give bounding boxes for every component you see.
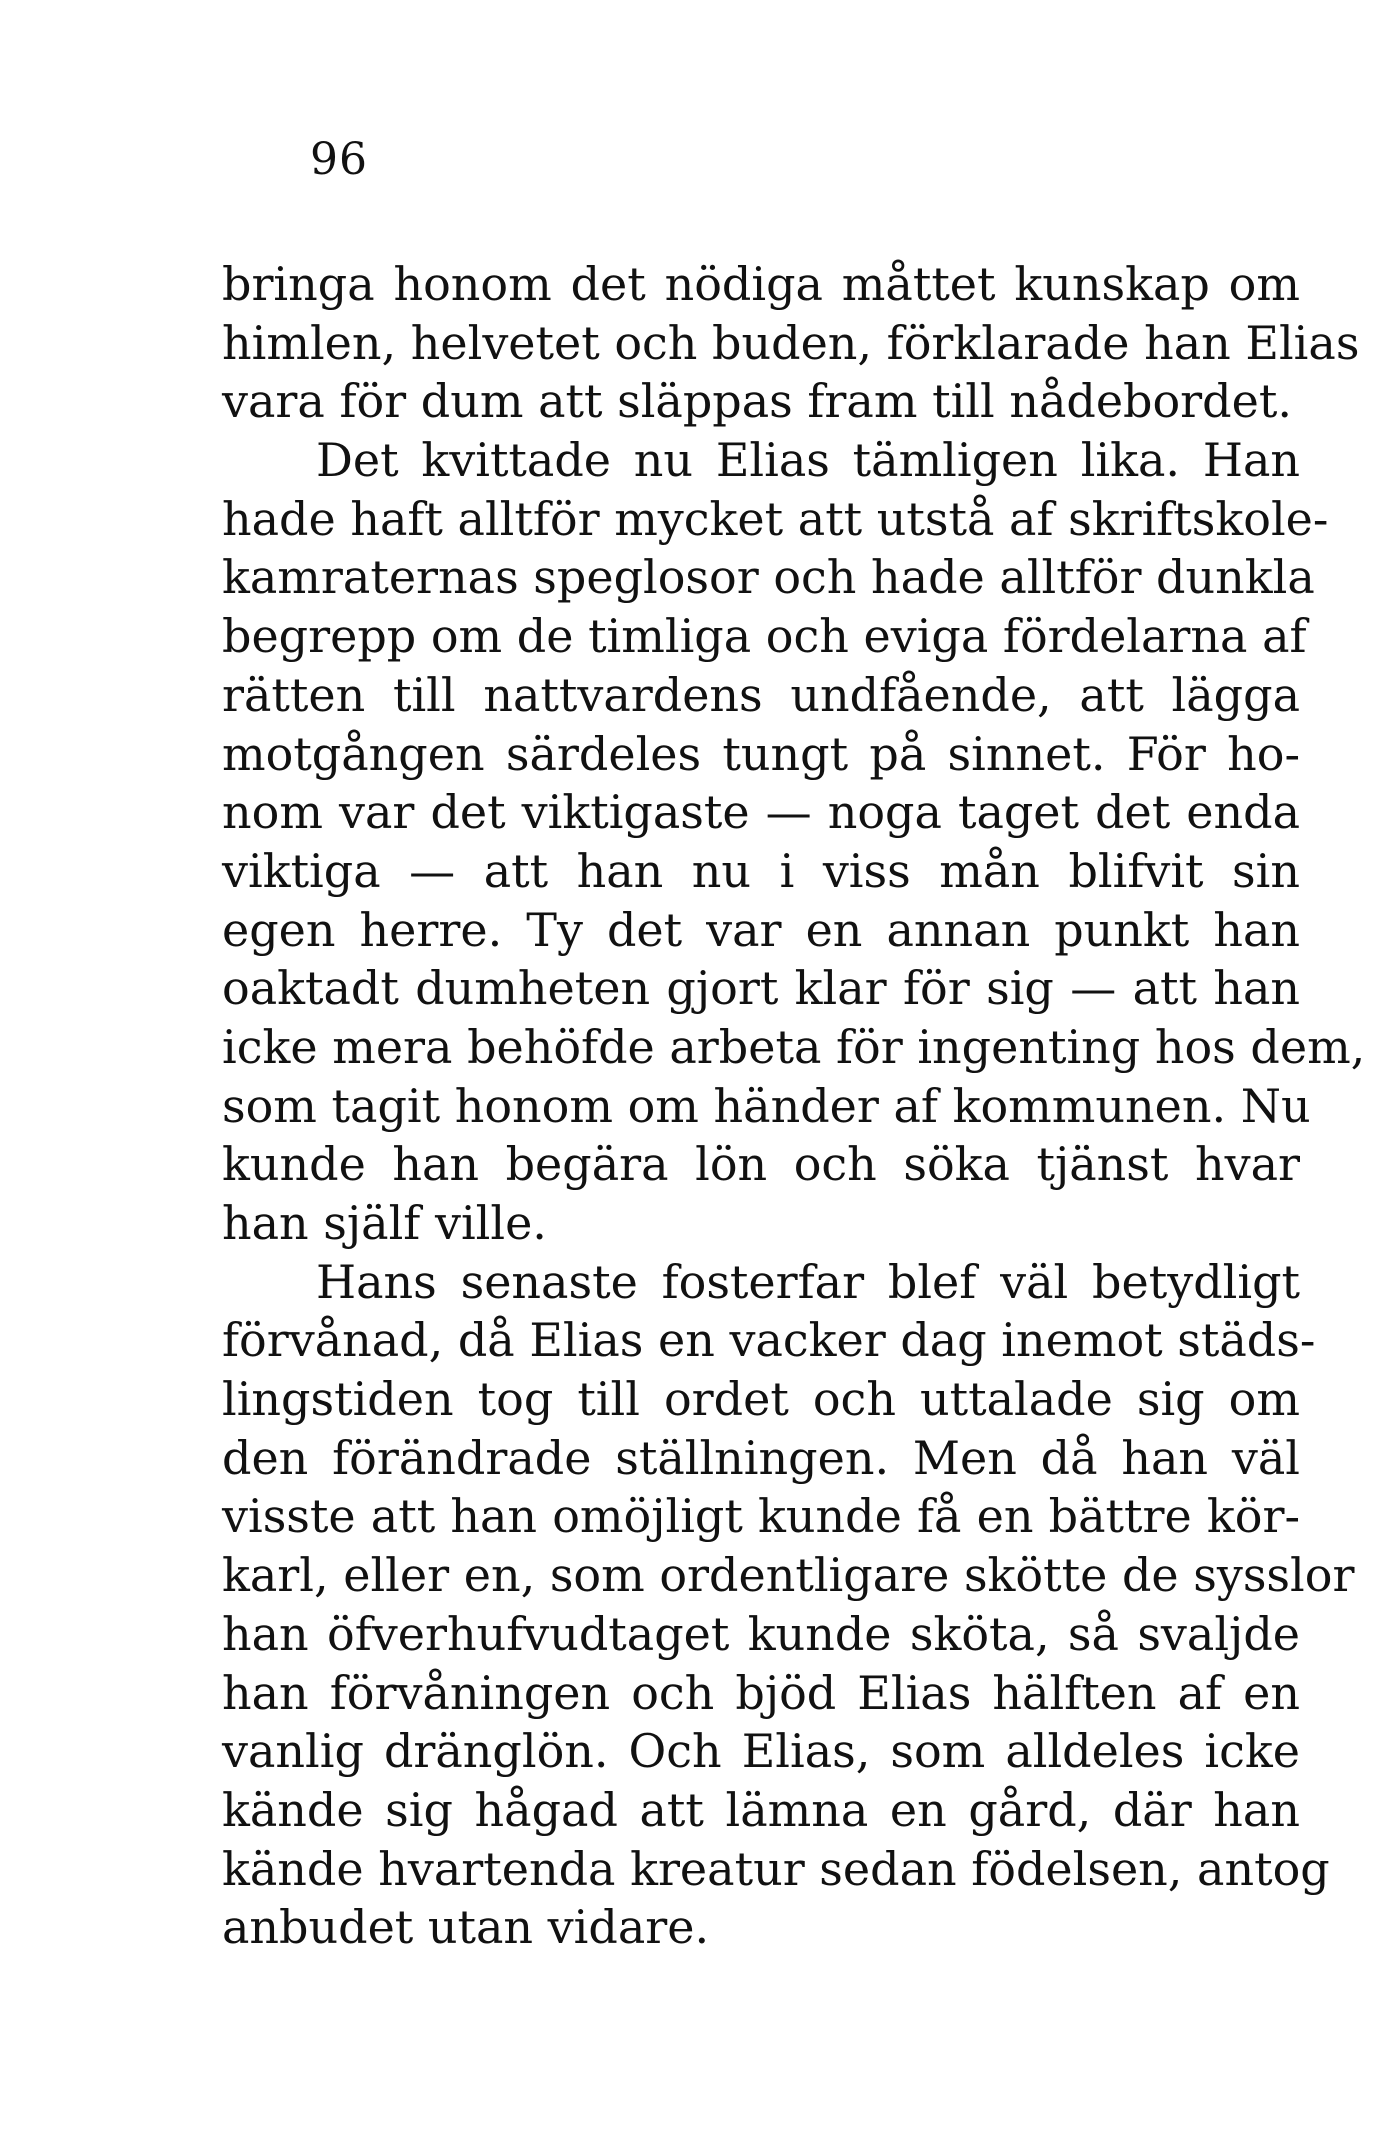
text-line: han öfverhufvudtaget kunde sköta, så svaljde [222,1606,1300,1661]
text-line: motgången särdeles tungt på sinnet. För ho- [222,726,1300,781]
text-line: hade haft alltför mycket att utstå af skriftskole- [222,491,1329,546]
page-number: 96 [310,134,368,185]
text-line: kände hvartenda kreatur sedan födelsen, antog [222,1841,1330,1896]
text-line: egen herre. Ty det var en annan punkt han [222,902,1300,957]
text-line: himlen, helvetet och buden, förklarade han Elias [222,315,1360,370]
text-line: förvånad, då Elias en vacker dag inemot städs- [222,1313,1316,1368]
text-line: anbudet utan vidare. [222,1900,710,1955]
text-line: Det kvittade nu Elias tämligen lika. Han [316,433,1300,488]
text-line: rätten till nattvardens undfående, att lägga [222,667,1300,722]
text-line: han förvåningen och bjöd Elias hälften af en [222,1665,1300,1720]
text-line: han själf ville. [222,1196,547,1250]
text-line: karl, eller en, som ordentligare skötte de sysslor [222,1548,1355,1603]
text-line: den förändrade ställningen. Men då han väl [222,1430,1300,1485]
text-line: kände sig hågad att lämna en gård, där han [222,1782,1300,1837]
text-line: begrepp om de timliga och eviga fördelarna af [222,609,1307,664]
text-line: kunde han begära lön och söka tjänst hvar [222,1137,1300,1192]
text-line: nom var det viktigaste — noga taget det enda [222,785,1300,840]
text-line: icke mera behöfde arbeta för ingenting hos dem, [222,1019,1366,1074]
text-line: som tagit honom om händer af kommunen. Nu [222,1078,1311,1133]
text-line: viktiga — att han nu i viss mån blifvit sin [222,843,1300,898]
text-line: oaktadt dumheten gjort klar för sig — att han [222,961,1300,1016]
text-line: visste att han omöjligt kunde få en bättre kör- [222,1489,1300,1544]
body-text [222,255,1366,1957]
text-line: Hans senaste fosterfar blef väl betydligt [316,1254,1300,1309]
text-line: kamraternas speglosor och hade alltför dunkla [222,550,1315,605]
text-line: bringa honom det nödiga måttet kunskap om [222,257,1300,311]
text-line: vara för dum att släppas fram till nådebordet. [222,374,1292,429]
text-line: vanlig dränglön. Och Elias, som alldeles icke [222,1724,1300,1779]
text-line: lingstiden tog till ordet och uttalade sig om [222,1372,1300,1427]
